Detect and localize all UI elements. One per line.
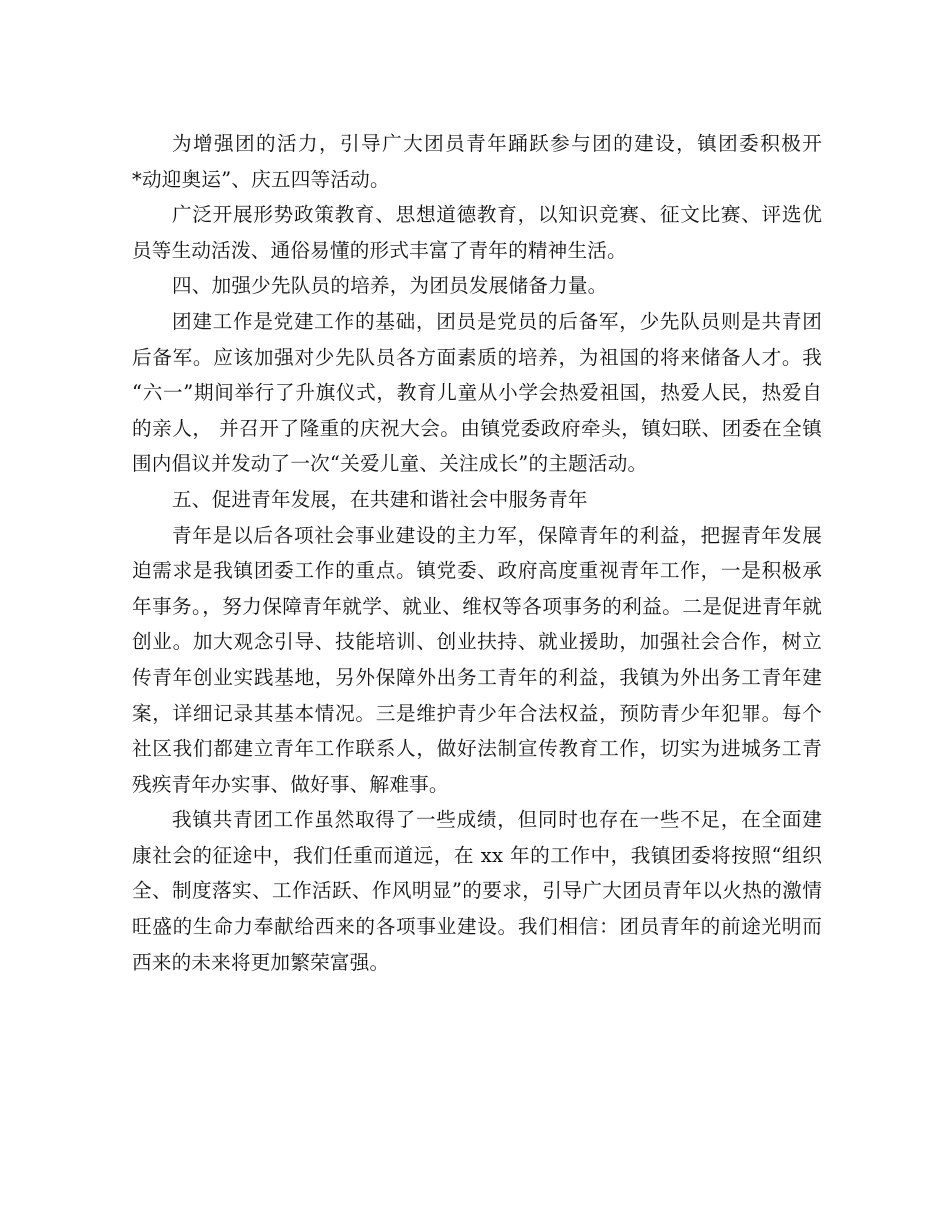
text-line: 残疾青年办实事、做好事、解难事。 xyxy=(132,772,449,796)
text-line: 我镇共青团工作虽然取得了一些成绩，但同时也存在一些不足，在全面建 xyxy=(172,808,822,832)
text-line: 年事务。，努力保障青年就学、就业、维权等各项事务的利益。二是促进青年就 xyxy=(132,594,822,618)
text-line: 传青年创业实践基地，另外保障外出务工青年的利益，我镇为外出务工青年建 xyxy=(132,665,822,689)
text-line: 迫需求是我镇团委工作的重点。镇党委、政府高度重视青年工作，一是积极承 xyxy=(132,559,822,583)
document-body xyxy=(132,126,822,980)
text-line: 创业。加大观念引导、技能培训、创业扶持、就业援助，加强社会合作，树立 xyxy=(132,630,822,654)
text-line: 后备军。应该加强对少先队员各方面素质的培养，为祖国的将来储备人才。我 xyxy=(132,345,822,369)
text-line: 团建工作是党建工作的基础，团员是党员的后备军，少先队员则是共青团 xyxy=(172,309,822,333)
text-line: 青年是以后各项社会事业建设的主力军，保障青年的利益，把握青年发展 xyxy=(172,523,822,547)
text-line: 康社会的征途中，我们任重而道远，在 xx 年的工作中，我镇团委将按照“组织 xyxy=(132,843,822,867)
text-line: 员等生动活泼、通俗易懂的形式丰富了青年的精神生活。 xyxy=(132,238,627,262)
text-line: 社区我们都建立青年工作联系人，做好法制宣传教育工作，切实为进城务工青 xyxy=(132,737,822,761)
text-line: *动迎奥运”、庆五四等活动。 xyxy=(132,167,390,191)
text-line: 西来的未来将更加繁荣富强。 xyxy=(132,950,390,974)
text-line: 案，详细记录其基本情况。三是维护青少年合法权益，预防青少年犯罪。每个 xyxy=(132,701,822,725)
text-line: 广泛开展形势政策教育、思想道德教育，以知识竞赛、征文比赛、评选优 xyxy=(172,203,822,227)
text-line: 围内倡议并发动了一次“关爱儿童、关注成长”的主题活动。 xyxy=(132,452,648,476)
text-line: 四、加强少先队员的培养，为团员发展储备力量。 xyxy=(172,274,608,298)
text-line: 的亲人， 并召开了隆重的庆祝大会。由镇党委政府牵头，镇妇联、团委在全镇 xyxy=(132,416,822,440)
text-line: 五、促进青年发展，在共建和谐社会中服务青年 xyxy=(172,487,588,511)
text-line: “六一”期间举行了升旗仪式，教育儿童从小学会热爱祖国，热爱人民，热爱自 xyxy=(132,381,822,405)
text-line: 全、制度落实、工作活跃、作风明显”的要求，引导广大团员青年以火热的激情 xyxy=(132,879,822,903)
text-line: 为增强团的活力，引导广大团员青年踊跃参与团的建设，镇团委积极开 xyxy=(172,132,822,155)
text-line: 旺盛的生命力奉献给西来的各项事业建设。我们相信：团员青年的前途光明而 xyxy=(132,915,822,939)
